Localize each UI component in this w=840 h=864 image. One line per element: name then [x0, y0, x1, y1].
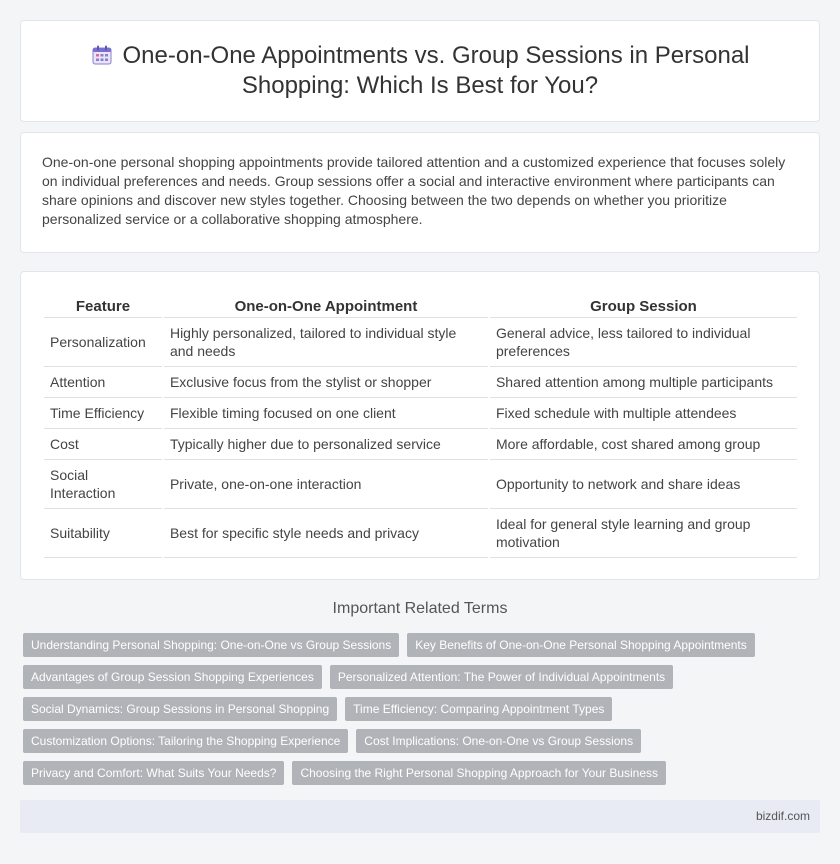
column-header-one-on-one: One-on-One Appointment [164, 296, 488, 318]
table-row [44, 429, 797, 460]
table-row [44, 367, 797, 398]
table-row [44, 318, 797, 367]
related-term-tag[interactable]: Advantages of Group Session Shopping Experiences [23, 665, 322, 689]
footer-site-link[interactable]: bizdif.com [755, 809, 810, 823]
one-on-one-cell: Highly personalized, tailored to individual style and needs [164, 318, 488, 367]
header-card [20, 20, 820, 122]
related-term-tag[interactable]: Privacy and Comfort: What Suits Your Needs? [23, 761, 284, 785]
one-on-one-cell: Flexible timing focused on one client [164, 398, 488, 429]
feature-cell: Cost [44, 429, 162, 460]
group-cell: Shared attention among multiple participants [490, 367, 797, 398]
related-term-tag[interactable]: Time Efficiency: Comparing Appointment Types [345, 697, 612, 721]
title-wrap [21, 21, 819, 121]
column-header-feature: Feature [44, 296, 162, 318]
related-term-tag[interactable]: Choosing the Right Personal Shopping Approach for Your Business [292, 761, 666, 785]
tag-row [23, 729, 813, 761]
one-on-one-cell: Best for specific style needs and privacy [164, 509, 488, 558]
tag-row [23, 633, 813, 665]
tag-row [23, 697, 813, 729]
related-terms-list [23, 633, 813, 793]
title-text: One-on-One Appointments vs. Group Sessions in Personal Shopping: Which Is Best for You? [122, 42, 750, 99]
intro-paragraph: One-on-one personal shopping appointments provide tailored attention and a customized experience that focuses solely on individual preferences and needs. Group sessions offer a social and interactive environment where participants can share opinions and discover new styles together. Choosing between the two depends on whether you prioritize personalized service or a collaborative shopping atmosphere. [42, 154, 786, 227]
related-terms-heading: Important Related Terms [332, 600, 508, 617]
page-title [81, 41, 759, 101]
group-cell: More affordable, cost shared among group [490, 429, 797, 460]
intro-card [20, 132, 820, 253]
related-term-tag[interactable]: Customization Options: Tailoring the Shopping Experience [23, 729, 348, 753]
related-term-tag[interactable]: Key Benefits of One-on-One Personal Shopping Appointments [407, 633, 755, 657]
feature-cell: Social Interaction [44, 460, 162, 509]
comparison-table [42, 296, 799, 558]
related-term-tag[interactable]: Cost Implications: One-on-One vs Group Sessions [356, 729, 641, 753]
group-cell: Ideal for general style learning and group motivation [490, 509, 797, 558]
related-term-tag[interactable]: Understanding Personal Shopping: One-on-One vs Group Sessions [23, 633, 399, 657]
one-on-one-cell: Private, one-on-one interaction [164, 460, 488, 509]
column-header-group: Group Session [490, 296, 797, 318]
one-on-one-cell: Exclusive focus from the stylist or shopper [164, 367, 488, 398]
related-term-tag[interactable]: Social Dynamics: Group Sessions in Personal Shopping [23, 697, 337, 721]
feature-cell: Suitability [44, 509, 162, 558]
group-cell: Fixed schedule with multiple attendees [490, 398, 797, 429]
tag-row [23, 761, 813, 793]
table-row [44, 460, 797, 509]
tag-row [23, 665, 813, 697]
feature-cell: Time Efficiency [44, 398, 162, 429]
calendar-icon [91, 44, 113, 66]
table-header-row [44, 296, 797, 318]
footer [20, 800, 820, 833]
group-cell: General advice, less tailored to individual preferences [490, 318, 797, 367]
comparison-card [20, 271, 820, 580]
feature-cell: Personalization [44, 318, 162, 367]
table-row [44, 509, 797, 558]
feature-cell: Attention [44, 367, 162, 398]
one-on-one-cell: Typically higher due to personalized service [164, 429, 488, 460]
related-term-tag[interactable]: Personalized Attention: The Power of Individual Appointments [330, 665, 673, 689]
table-row [44, 398, 797, 429]
group-cell: Opportunity to network and share ideas [490, 460, 797, 509]
